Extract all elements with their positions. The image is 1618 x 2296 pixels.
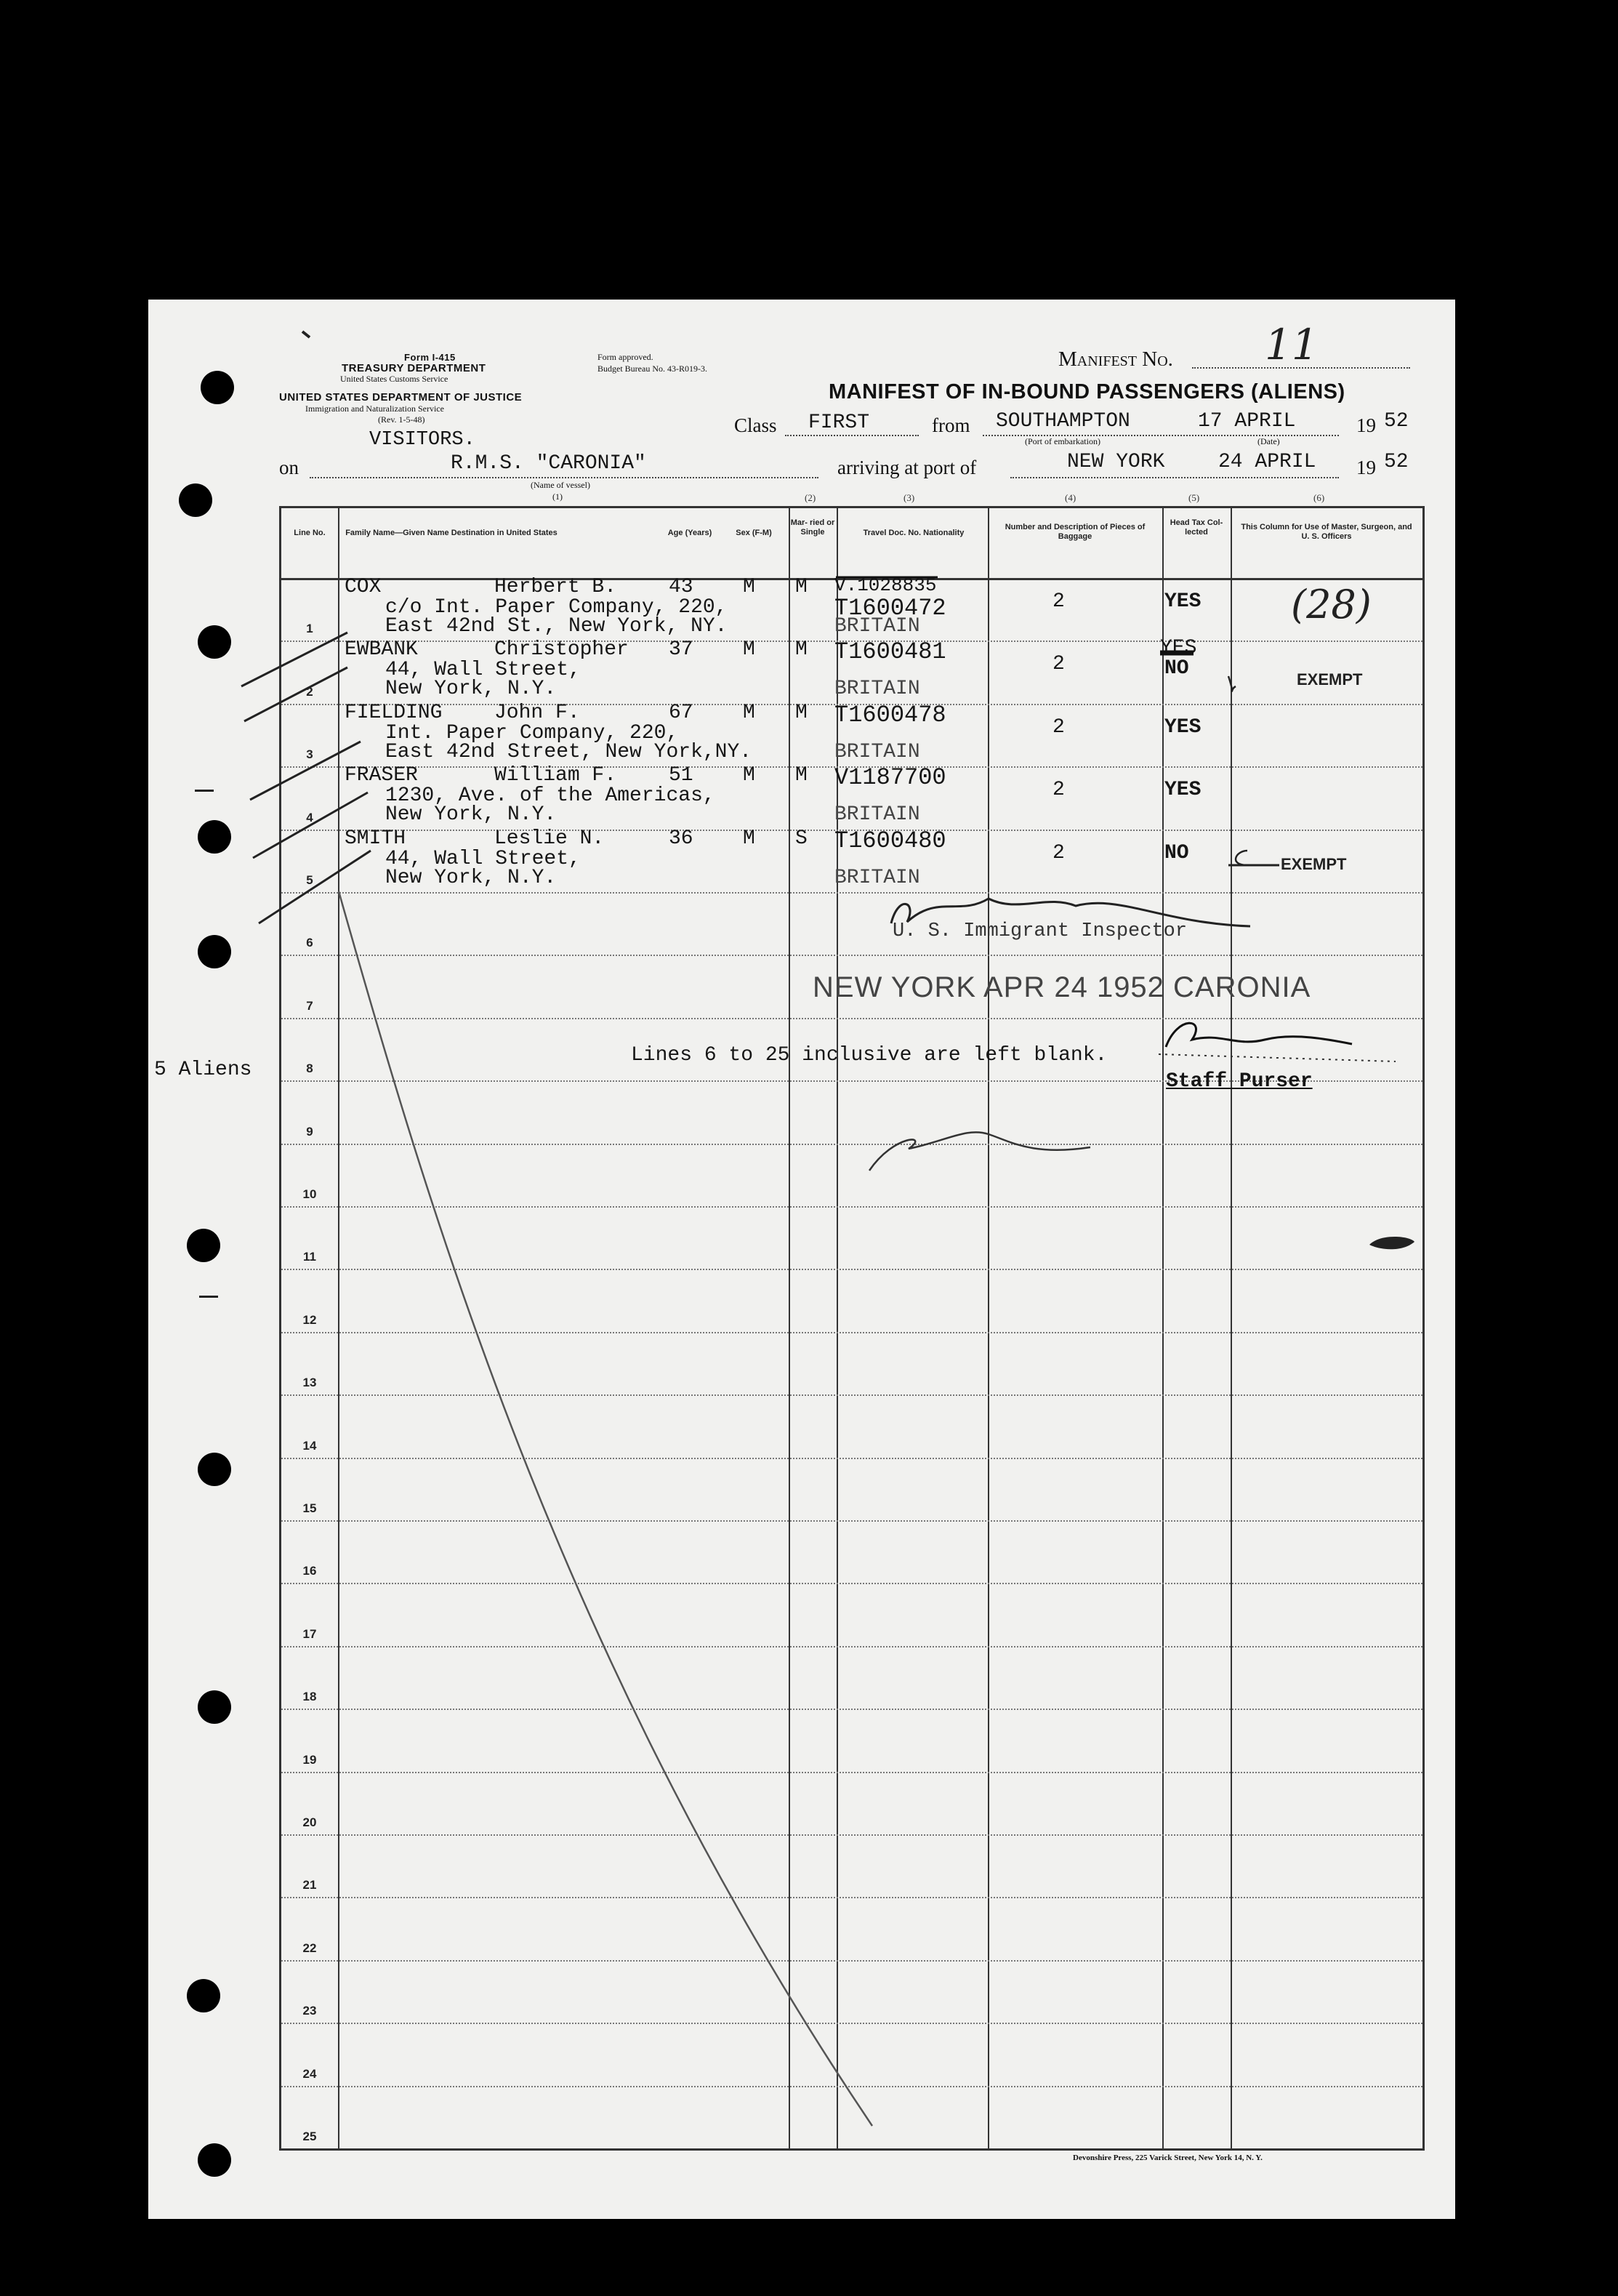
class-label: Class	[734, 414, 777, 436]
line-number: 11	[303, 1250, 316, 1264]
passenger-given-name: Herbert B.	[494, 576, 617, 598]
arrival-year-prefix: 19	[1356, 457, 1376, 478]
passenger-age: 67	[669, 701, 693, 724]
passenger-travel-doc: T1600480	[834, 827, 946, 854]
remark-exempt-2: EXEMPT	[1297, 670, 1363, 689]
row-divider	[281, 1394, 1422, 1396]
vessel-name: R.M.S. "CARONIA"	[451, 452, 646, 475]
passenger-sex: M	[743, 764, 755, 787]
line-number: 19	[302, 1752, 317, 1767]
passenger-baggage: 2	[1052, 653, 1065, 676]
passenger-head-tax: NO	[1164, 841, 1189, 864]
line-number: 2	[306, 684, 313, 699]
from-label: from	[932, 414, 970, 436]
passenger-family-name: EWBANK	[345, 638, 418, 662]
passenger-baggage: 2	[1052, 779, 1065, 802]
passenger-address-1: Int. Paper Company, 220,	[385, 721, 679, 744]
passenger-sex: M	[743, 638, 755, 662]
binder-hole	[187, 1979, 220, 2012]
passenger-sex: M	[743, 827, 755, 850]
line-number: 22	[302, 1940, 317, 1955]
treasury-department: TREASURY DEPARTMENT	[342, 362, 486, 374]
passenger-head-tax: YES	[1164, 779, 1202, 802]
passenger-head-tax: NO	[1164, 657, 1189, 681]
row-divider	[281, 892, 1422, 894]
margin-dash	[199, 1296, 218, 1298]
port-of-embarkation: SOUTHAMPTON	[996, 410, 1130, 433]
passenger-baggage: 2	[1052, 590, 1065, 613]
vessel-caption: (Name of vessel)	[531, 480, 590, 490]
passenger-age: 51	[669, 764, 693, 787]
ins-service: Immigration and Naturalization Service	[305, 404, 444, 414]
line-number: 9	[306, 1124, 313, 1139]
blank-lines-note: Lines 6 to 25 inclusive are left blank.	[631, 1044, 1108, 1067]
line-number: 12	[302, 1312, 317, 1327]
remark-28: (28)	[1291, 582, 1372, 627]
header-line-no: Line No.	[294, 529, 326, 537]
department-of-justice: UNITED STATES DEPARTMENT OF JUSTICE	[279, 391, 523, 404]
header-head-tax: Head Tax Col- lected	[1170, 518, 1223, 537]
passenger-age: 36	[669, 827, 693, 850]
visitors-label: VISITORS.	[369, 429, 475, 451]
passenger-address-1: c/o Int. Paper Company, 220,	[385, 596, 728, 619]
passenger-address-1: 44, Wall Street,	[385, 847, 581, 870]
passenger-marital: M	[795, 638, 808, 662]
passenger-head-tax: YES	[1164, 590, 1202, 613]
passenger-baggage: 2	[1052, 841, 1065, 864]
revision: (Rev. 1-5-48)	[378, 414, 425, 425]
class-value: FIRST	[808, 412, 870, 434]
binder-hole	[198, 1453, 231, 1486]
year-prefix: 19	[1356, 414, 1376, 436]
passenger-address-2: New York, N.Y.	[385, 866, 557, 889]
binder-hole	[201, 371, 234, 404]
passenger-address-2: New York, N.Y.	[385, 678, 557, 701]
date-caption: (Date)	[1257, 436, 1280, 446]
passenger-given-name: Christopher	[494, 638, 629, 662]
arrival-stamp: NEW YORK APR 24 1952 CARONIA	[813, 971, 1311, 1003]
line-number: 16	[302, 1564, 317, 1578]
vessel-line	[310, 477, 818, 478]
row-divider	[281, 1646, 1422, 1647]
class-line	[785, 435, 919, 436]
arrival-port: NEW YORK	[1067, 451, 1165, 473]
on-label: on	[279, 457, 299, 478]
arrival-line	[1010, 477, 1339, 478]
passenger-head-tax: YES	[1164, 715, 1202, 739]
inspector-caption: U. S. Immigrant Inspector	[893, 920, 1188, 942]
header-sex: Sex (F-M)	[736, 529, 772, 537]
binder-hole	[198, 820, 231, 854]
customs-service: United States Customs Service	[340, 374, 448, 384]
binder-hole	[198, 2143, 231, 2177]
passenger-marital: S	[795, 827, 808, 850]
passenger-marital: M	[795, 576, 808, 598]
budget-bureau: Budget Bureau No. 43-R019-3.	[597, 364, 707, 374]
passenger-travel-doc: T1600472	[834, 595, 946, 622]
printer-imprint: Devonshire Press, 225 Varick Street, New York 14, N. Y.	[1073, 2153, 1263, 2162]
line-number: 23	[302, 2004, 317, 2018]
form-number: Form I-415	[404, 352, 456, 363]
line-number: 20	[302, 1815, 317, 1829]
passenger-family-name: SMITH	[345, 827, 406, 850]
arrival-date: 24 APRIL	[1218, 451, 1316, 473]
margin-note-aliens: 5 Aliens	[154, 1059, 252, 1081]
passenger-travel-doc: T1600481	[834, 638, 946, 666]
passenger-nationality: BRITAIN	[834, 866, 920, 889]
line-number: 5	[306, 873, 313, 887]
passenger-nationality: BRITAIN	[834, 740, 920, 763]
passenger-given-name: Leslie N.	[494, 827, 605, 850]
row-divider	[281, 1709, 1422, 1710]
row-divider	[281, 1144, 1422, 1145]
passenger-sex: M	[743, 701, 755, 724]
row-divider	[281, 1520, 1422, 1522]
row-divider	[281, 1772, 1422, 1773]
line-number: 24	[302, 2066, 317, 2081]
row-divider	[281, 1018, 1422, 1019]
row-divider	[281, 1960, 1422, 1962]
passenger-age: 37	[669, 638, 693, 662]
line-number: 3	[306, 747, 313, 762]
line-number: 8	[306, 1061, 313, 1076]
column-number: (4)	[1065, 492, 1076, 503]
binder-hole	[198, 1690, 231, 1724]
line-number: 15	[302, 1501, 317, 1515]
row-divider	[281, 955, 1422, 956]
line-number: 17	[302, 1626, 317, 1641]
passenger-address-2: East 42nd Street, New York,NY.	[385, 740, 752, 763]
departure-date: 17 APRIL	[1198, 410, 1296, 433]
line-number: 25	[302, 2130, 317, 2143]
passenger-given-name: William F.	[494, 764, 617, 787]
passenger-address-2: East 42nd St., New York, NY.	[385, 615, 728, 638]
passenger-family-name: FIELDING	[345, 701, 443, 724]
staff-purser: Staff Purser	[1166, 1070, 1313, 1093]
arriving-label: arriving at port of	[837, 457, 977, 478]
header-age: Age (Years)	[667, 529, 712, 537]
passenger-given-name: John F.	[494, 701, 580, 724]
manifest-title: MANIFEST OF IN-BOUND PASSENGERS (ALIENS)	[829, 380, 1345, 404]
row-divider	[281, 1897, 1422, 1898]
column-number: (6)	[1313, 492, 1325, 503]
line-number: 4	[306, 810, 313, 824]
line-number: 7	[306, 998, 313, 1013]
line-number: 18	[302, 1690, 317, 1704]
line-number: 6	[306, 936, 313, 950]
vessel-colnum: (1)	[552, 491, 563, 502]
row-divider	[281, 1458, 1422, 1459]
departure-year: 52	[1384, 410, 1409, 433]
header-officers: This Column for Use of Master, Surgeon, and U. S. Officers	[1241, 523, 1412, 541]
binder-hole	[179, 483, 212, 517]
row-divider	[281, 1206, 1422, 1208]
manifest-no-value: 11	[1265, 320, 1319, 369]
passenger-marital: M	[795, 764, 808, 787]
line-number: 10	[302, 1187, 317, 1201]
row-divider	[281, 1834, 1422, 1836]
line-number: 14	[302, 1438, 317, 1453]
arrival-year: 52	[1384, 451, 1409, 473]
passenger-family-name: FRASER	[345, 764, 418, 787]
embarkation-caption: (Port of embarkation)	[1025, 436, 1100, 446]
row-divider	[281, 1269, 1422, 1270]
passenger-travel-doc: V1187700	[834, 764, 946, 792]
passenger-address-1: 44, Wall Street,	[385, 659, 581, 682]
remark-exempt-5: EXEMPT	[1281, 855, 1347, 873]
binder-hole	[198, 935, 231, 968]
passenger-nationality: BRITAIN	[834, 615, 920, 638]
passenger-address-2: New York, N.Y.	[385, 803, 557, 827]
passenger-travel-doc: T1600478	[834, 701, 946, 728]
passenger-marital: M	[795, 701, 808, 724]
column-number: (3)	[903, 492, 915, 503]
passenger-head-tax-struck: YES	[1160, 637, 1197, 660]
header-family-name: Family Name—Given Name Destination in United States	[345, 529, 558, 537]
passenger-family-name: COX	[345, 576, 382, 598]
passenger-nationality: BRITAIN	[834, 678, 920, 701]
row-divider	[281, 2023, 1422, 2024]
passenger-baggage: 2	[1052, 715, 1065, 739]
passenger-address-1: 1230, Ave. of the Americas,	[385, 784, 715, 808]
line-number: 21	[302, 1878, 317, 1892]
header-baggage: Number and Description of Pieces of Baggage	[1005, 523, 1146, 541]
column-number: (5)	[1188, 492, 1200, 503]
line-number: 13	[302, 1376, 317, 1390]
binder-hole	[198, 625, 231, 659]
header-travel-doc: Travel Doc. No. Nationality	[863, 529, 965, 537]
binder-hole	[187, 1229, 220, 1262]
passenger-doc-struck: V.1028835	[834, 574, 937, 596]
manifest-no-label: Manifest No.	[1058, 348, 1173, 371]
line-number: 1	[306, 622, 313, 636]
row-divider	[281, 1332, 1422, 1333]
passenger-age: 43	[669, 576, 693, 598]
row-divider	[281, 2086, 1422, 2087]
passenger-sex: M	[743, 576, 755, 598]
row-divider	[281, 1583, 1422, 1584]
form-approved: Form approved.	[597, 352, 653, 362]
passenger-nationality: BRITAIN	[834, 803, 920, 827]
column-number: (2)	[805, 492, 816, 503]
header-married: Mar- ried or Single	[790, 518, 835, 537]
margin-dash	[195, 790, 214, 792]
